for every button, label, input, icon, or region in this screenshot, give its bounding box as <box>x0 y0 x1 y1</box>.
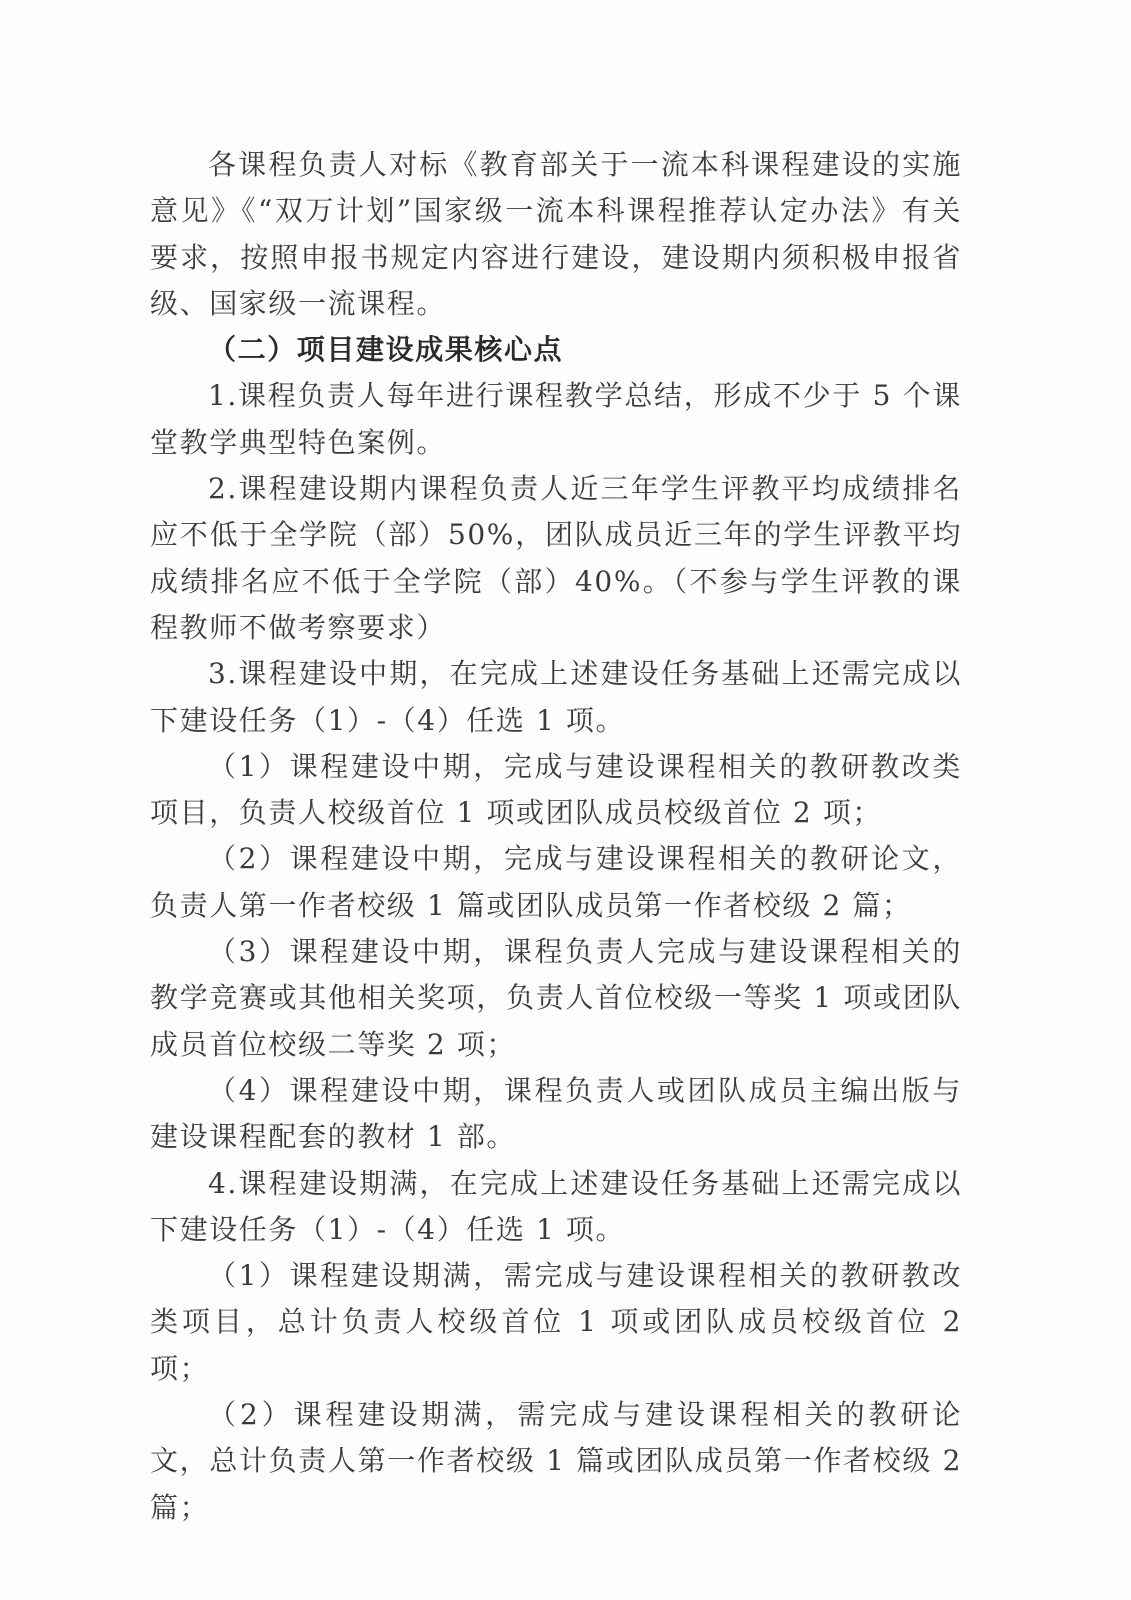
paragraph-item-2: 2.课程建设期内课程负责人近三年学生评教平均成绩排名应不低于全学院（部）50%，团队成员近三年的学生评教平均成绩排名应不低于全学院（部）40%。（不参与学生评教的课程教师不做考察要求） <box>150 472 962 644</box>
paragraph-intro: 各课程负责人对标《教育部关于一流本科课程建设的实施意见》《“双万计划”国家级一流本科课程推荐认定办法》有关要求，按照申报书规定内容进行建设，建设期内须积极申报省级、国家级一流课程。 <box>150 148 962 320</box>
paragraph-item-4-1: （1）课程建设期满，需完成与建设课程相关的教研教改类项目，总计负责人校级首位 1 项或团队成员校级首位 2 项； <box>150 1259 962 1385</box>
paragraph-item-3-3: （3）课程建设中期，课程负责人完成与建设课程相关的教学竞赛或其他相关奖项，负责人首位校级一等奖 1 项或团队成员首位校级二等奖 2 项； <box>150 935 962 1061</box>
paragraph-item-1: 1.课程负责人每年进行课程教学总结，形成不少于 5 个课堂教学典型特色案例。 <box>150 379 962 459</box>
section-heading: （二）项目建设成果核心点 <box>208 333 564 367</box>
paragraph-item-3-4: （4）课程建设中期，课程负责人或团队成员主编出版与建设课程配套的教材 1 部。 <box>150 1073 962 1154</box>
document-body <box>150 142 962 1531</box>
paragraph-item-3-2: （2）课程建设中期，完成与建设课程相关的教研论文，负责人第一作者校级 1 篇或团队成员第一作者校级 2 篇； <box>150 842 962 922</box>
paragraph-item-3: 3.课程建设中期，在完成上述建设任务基础上还需完成以下建设任务（1）-（4）任选 1 项。 <box>150 657 962 737</box>
paragraph-item-4: 4.课程建设期满，在完成上述建设任务基础上还需完成以下建设任务（1）-（4）任选 1 项。 <box>150 1166 962 1246</box>
paragraph-item-4-2: （2）课程建设期满，需完成与建设课程相关的教研论文，总计负责人第一作者校级 1 篇或团队成员第一作者校级 2 篇； <box>150 1398 962 1524</box>
paragraph-item-3-1: （1）课程建设中期，完成与建设课程相关的教研教改类项目，负责人校级首位 1 项或团队成员校级首位 2 项； <box>150 749 962 830</box>
